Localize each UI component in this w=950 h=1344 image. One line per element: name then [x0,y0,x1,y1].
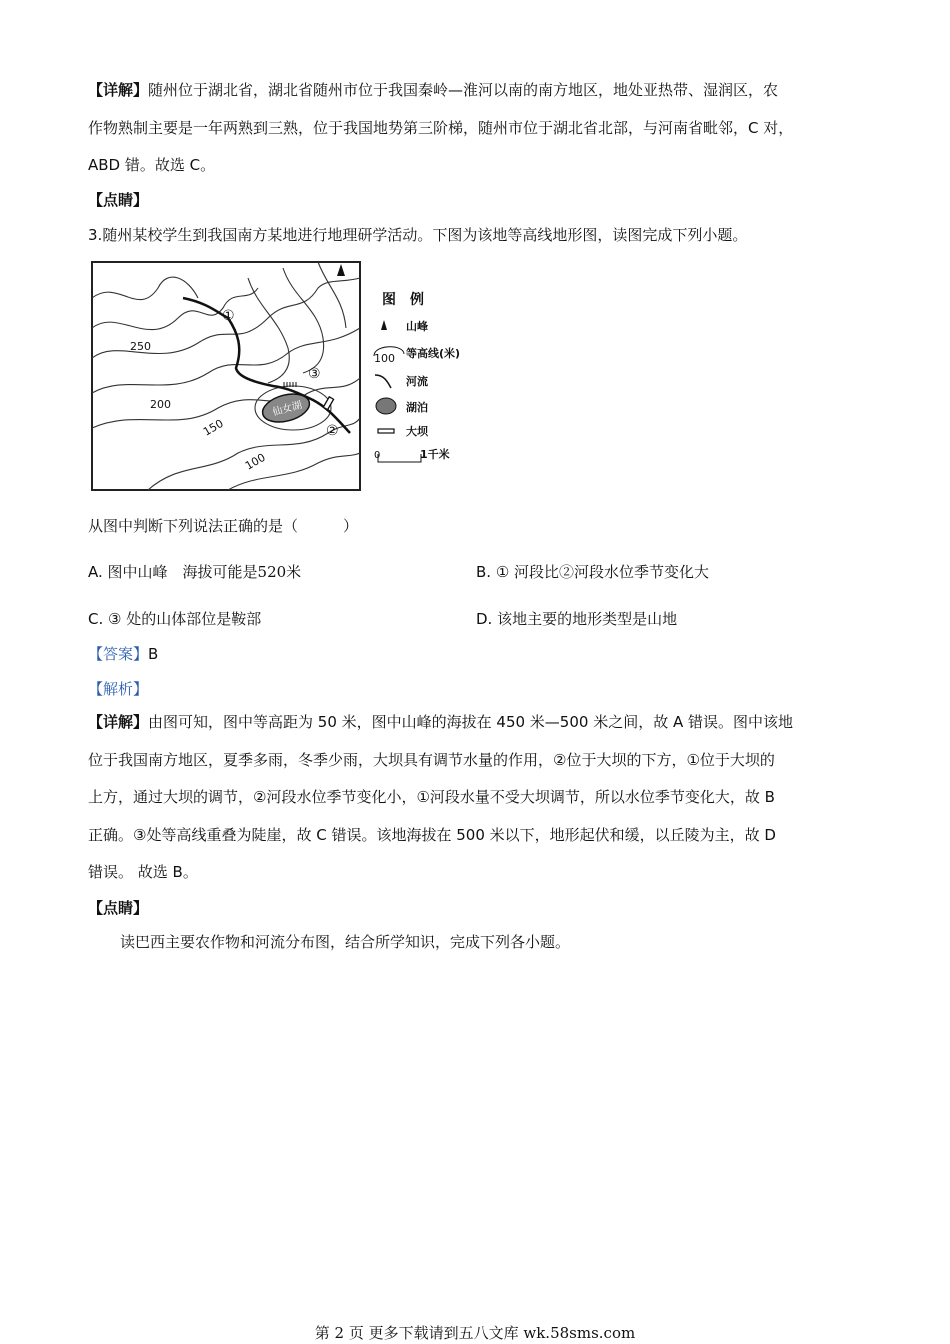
legend-peak-icon [381,320,387,330]
detail2-tag: 【详解】 [88,713,149,731]
detail2-line5: 错误。 故选 B。 [88,863,198,881]
contour-labels [130,340,268,473]
answer-tag: 【答案】 [88,645,149,663]
legend-scale-bar [378,454,421,462]
answer-value: B [148,645,159,663]
legend-dam-icon [378,429,394,433]
question3-prompt: 从图中判断下列说法正确的是（ ） [88,517,359,535]
detail1-line1 [88,80,778,100]
option-d-text: 该地主要的地形类型是山地 [497,610,678,628]
option-a[interactable] [88,562,301,582]
question3-stem [88,225,747,245]
contour-map-figure [88,258,468,494]
legend-river-label: 河流 [406,375,428,388]
dam [323,397,333,410]
detail2-line3: 上方，通过大坝的调节，②河段水位季节变化小，①河段水量不受大坝调节，所以水位季节变化大，故 B [88,788,775,806]
option-b[interactable] [476,562,709,582]
legend-lake-icon [376,398,396,414]
legend-scale-label: 1千米 [420,448,450,461]
comment2: 【点睛】 [88,899,149,917]
option-c[interactable] [88,609,261,629]
detail1-text1: 随州位于湖北省，湖北省随州市位于我国秦岭—淮河以南的南方地区，地处亚热带、湿润区，农 [148,81,779,99]
detail2-line1 [88,712,793,732]
marker-2: ② [326,423,339,439]
legend-title: 图 例 [382,292,424,308]
detail1-tag: 【详解】 [88,81,149,99]
page-footer: 第 2 页 更多下载请到五八文库 wk.58sms.com [314,1324,636,1342]
option-a-letter: A. [88,563,103,581]
question-number: 3. [88,226,103,244]
contour-label-150: 150 [201,416,226,439]
option-c-text: ③ 处的山体部位是鞍部 [108,610,262,628]
marker-1: ① [222,308,235,324]
peak-icon [337,264,345,276]
option-d[interactable] [476,609,677,629]
question-stem: 随州某校学生到我国南方某地进行地理研学活动。下图为该地等高线地形图，读图完成下列小题。 [102,226,748,244]
next-question-intro: 读巴西主要农作物和河流分布图，结合所学知识，完成下列各小题。 [120,933,571,951]
comment1: 【点睛】 [88,191,149,209]
legend-scale-zero: 0 [374,450,381,461]
map-legend [374,291,460,462]
detail2-text1: 由图可知，图中等高距为 50 米，图中山峰的海拔在 450 米—500 米之间，故 A 错误。图中该地 [148,713,794,731]
contour-label-200: 200 [150,398,171,411]
detail2-line4: 正确。③处等高线重叠为陡崖，故 C 错误。该地海拔在 500 米以下，地形起伏和缓，以丘陵为主，故 D [88,826,776,844]
legend-lake-label: 湖泊 [406,401,428,414]
analysis-tag: 【解析】 [88,680,149,698]
option-a-text: 图中山峰 海拔可能是520米 [107,563,302,581]
lake-name: 仙女湖 [271,399,304,419]
detail1-line3: ABD 错。故选 C。 [88,156,216,174]
legend-dam-label: 大坝 [406,425,428,438]
detail2-line2: 位于我国南方地区，夏季多雨，冬季少雨，大坝具有调节水量的作用，②位于大坝的下方，①位于大坝的 [88,751,775,769]
contour-label-100: 100 [243,450,268,473]
option-d-letter: D. [476,610,493,628]
legend-contour-label: 等高线(米) [406,347,461,360]
detail1-line2: 作物熟制主要是一年两熟到三熟，位于我国地势第三阶梯，随州市位于湖北省北部，与河南省毗邻，C 对， [88,119,794,137]
legend-river-icon [375,375,391,388]
legend-contour-sample: 100 [374,352,395,365]
legend-peak-label: 山峰 [406,320,428,333]
marker-3: ③ [308,366,321,382]
contour-label-250: 250 [130,340,151,353]
option-b-text: ① 河段比②河段水位季节变化大 [495,563,710,581]
answer-line [88,644,158,664]
option-b-letter: B. [476,563,492,581]
option-c-letter: C. [88,610,104,628]
